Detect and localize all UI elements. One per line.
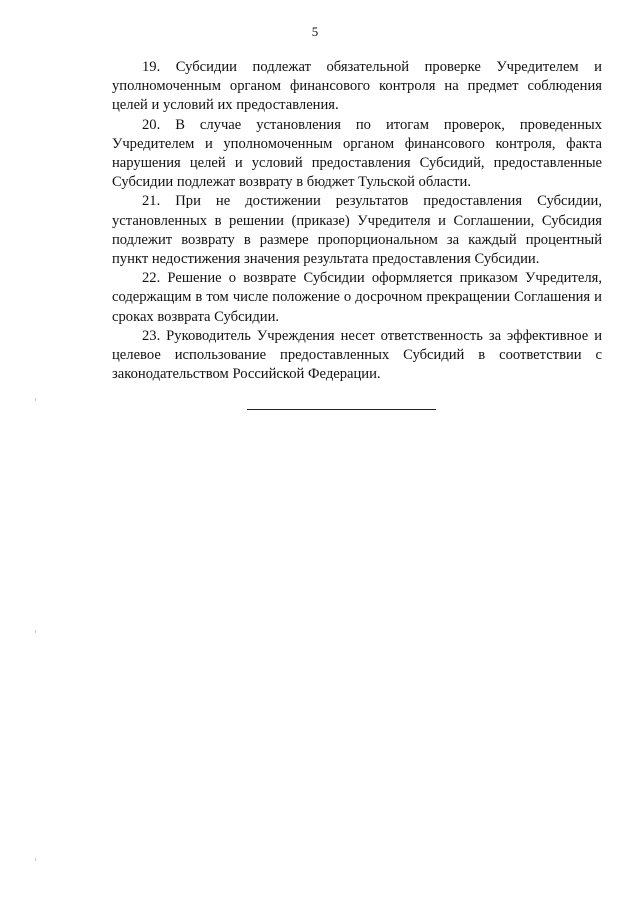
scan-margin-mark <box>35 858 36 861</box>
paragraph-22: 22. Решение о возврате Субсидии оформляется приказом Учредителя, содержащим в том числе положение о досрочном прекращении Соглашения и сроках возврата Субсидии. <box>112 270 602 325</box>
scan-margin-mark <box>35 398 36 401</box>
paragraph-20: 20. В случае установления по итогам проверок, проведенных Учредителем и уполномоченным органом финансового контроля, факта нарушения целей и условий предоставления Субсидий, предоставленные Субсидии подлежат возврату в бюджет Тульской области. <box>112 116 602 191</box>
scan-margin-mark <box>35 630 36 633</box>
paragraph-23: 23. Руководитель Учреждения несет ответственность за эффективное и целевое использование предоставленных Субсидий в соответствии с законодательством Российской Федерации. <box>112 327 602 383</box>
page-number: 5 <box>311 24 319 39</box>
end-divider-line <box>247 409 436 410</box>
paragraph-21: 21. При не достижении результатов предоставления Субсидии, установленных в решении (приказе) Учредителя и Соглашении, Субсидия подлежит возврату в размере пропорциональном за каждый процентный пункт недостижения значения результата предоставления Субсидии. <box>112 193 602 268</box>
document-body <box>112 58 602 384</box>
paragraph-19: 19. Субсидии подлежат обязательной проверке Учредителем и уполномоченным органом финансового контроля на предмет соблюдения целей и условий их предоставления. <box>112 59 602 114</box>
